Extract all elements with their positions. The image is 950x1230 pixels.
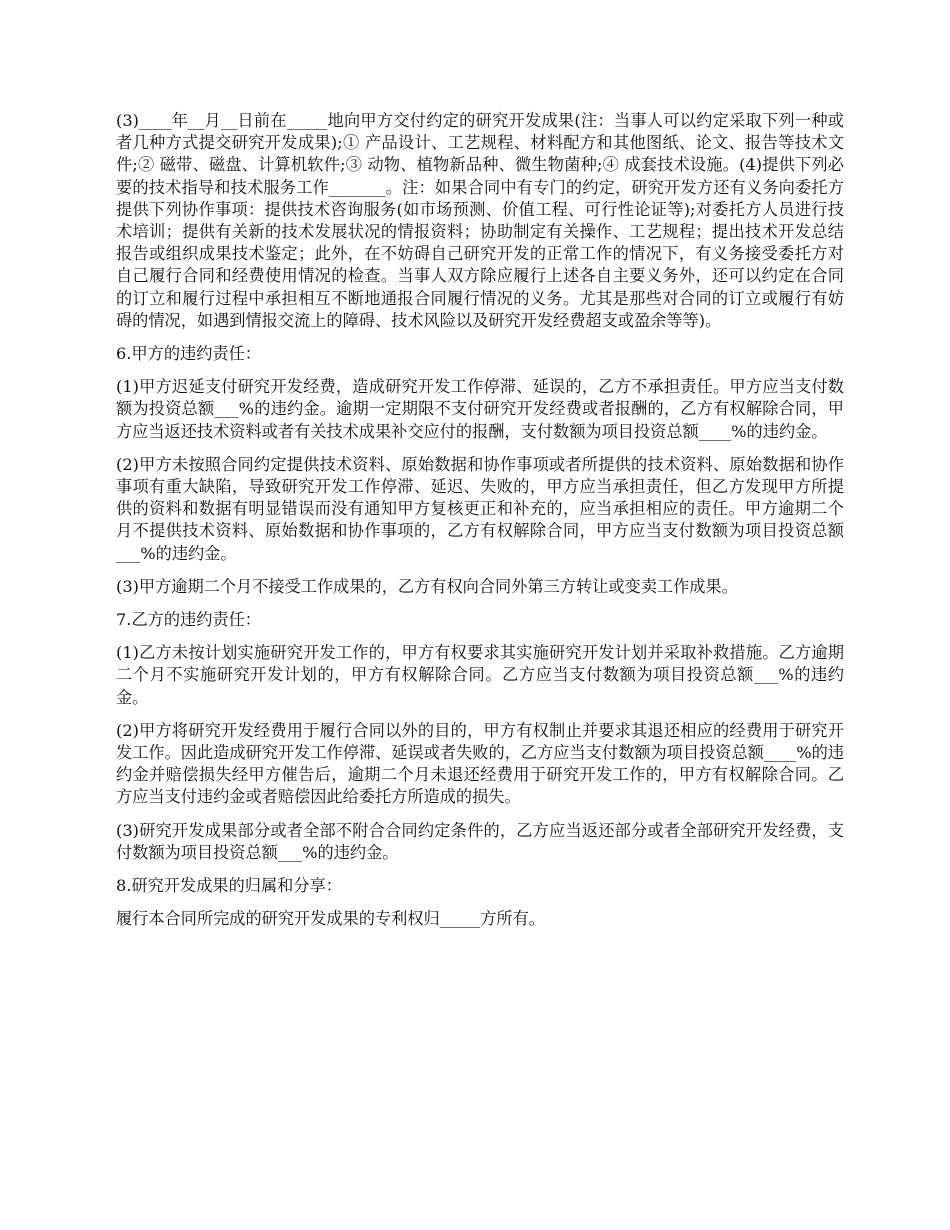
section-6-heading: 6.甲方的违约责任： [116, 344, 261, 364]
section-7-clause-2: (2)甲方将研究开发经费用于履行合同以外的目的，甲方有权制止并要求其退还相应的经费用于研究开发工作。因此造成研究开发工作停滞、延误或者失败的，乙方应当支付数额为项目投资总额____%的违约金并赔偿损失经甲方催告后，逾期二个月未退还经费用于研究开发工作的，甲方有权解除合同。乙方应当支付违约金或者赔偿因此给委托方所造成的损失。 [116, 720, 844, 807]
section-8-heading: 8.研究开发成果的归属和分享： [116, 876, 342, 896]
section-7-clause-1: (1)乙方未按计划实施研究开发工作的，甲方有权要求其实施研究开发计划并采取补救措施。乙方逾期二个月不实施研究开发计划的，甲方有权解除合同。乙方应当支付数额为项目投资总额___%的违约金。 [116, 643, 844, 707]
clause-3-delivery-paragraph: (3)____年__月__日前在_____地向甲方交付约定的研究开发成果(注：当事人可以约定采取下列一种或者几种方式提交研究开发成果);① 产品设计、工艺规程、材料配方和其他图纸、论文、报告等技术文件;② 磁带、磁盘、计算机软件;③ 动物、植物新品种、微生物菌种;④ 成套技术设施。(4)提供下列必要的技术指导和技术服务工作_______。注：如果合同中有专门的约定，研究开发方还有义务向委托方提供下列协作事项：提供技术咨询服务(如市场预测、价值工程、可行性论证等);对委托方人员进行技术培训；提供有关新的技术发展状况的情报资料；协助制定有关操作、工艺规程；提出技术开发总结报告或组织成果技术鉴定；此外，在不妨碍自己研究开发的正常工作的情况下，有义务接受委托方对自己履行合同和经费使用情况的检查。当事人双方除应履行上述各自主要义务外，还可以约定在合同的订立和履行过程中承担相互不断地通报合同履行情况的义务。尤其是那些对合同的订立或履行有妨碍的情况，如遇到情报交流上的障碍、技术风险以及研究开发经费超支或盈余等等)。 [116, 111, 844, 330]
section-7-clause-3: (3)研究开发成果部分或者全部不附合合同约定条件的，乙方应当返还部分或者全部研究开发经费，支付数额为项目投资总额___%的违约金。 [116, 820, 844, 862]
section-8-paragraph: 履行本合同所完成的研究开发成果的专利权归_____方所有。 [116, 909, 545, 929]
section-6-clause-1: (1)甲方迟延支付研究开发经费，造成研究开发工作停滞、延误的，乙方不承担责任。甲方应当支付数额为投资总额___%的违约金。逾期一定期限不支付研究开发经费或者报酬的，乙方有权解除合同，甲方应当返还技术资料或者有关技术成果补交应付的报酬，支付数额为项目投资总额____%的违约金。 [116, 377, 844, 441]
section-6-clause-2: (2)甲方未按照合同约定提供技术资料、原始数据和协作事项或者所提供的技术资料、原始数据和协作事项有重大缺陷，导致研究开发工作停滞、延迟、失败的，甲方应当承担责任，但乙方发现甲方所提供的资料和数据有明显错误而没有通知甲方复核更正和补充的，应当承担相应的责任。甲方逾期二个月不提供技术资料、原始数据和协作事项的，乙方有权解除合同，甲方应当支付数额为项目投资总额___%的违约金。 [116, 454, 844, 563]
document-page [116, 110, 844, 942]
section-6-clause-3: (3)甲方逾期二个月不接受工作成果的，乙方有权向合同外第三方转让或变卖工作成果。 [116, 576, 738, 596]
section-7-heading: 7.乙方的违约责任： [116, 610, 261, 630]
